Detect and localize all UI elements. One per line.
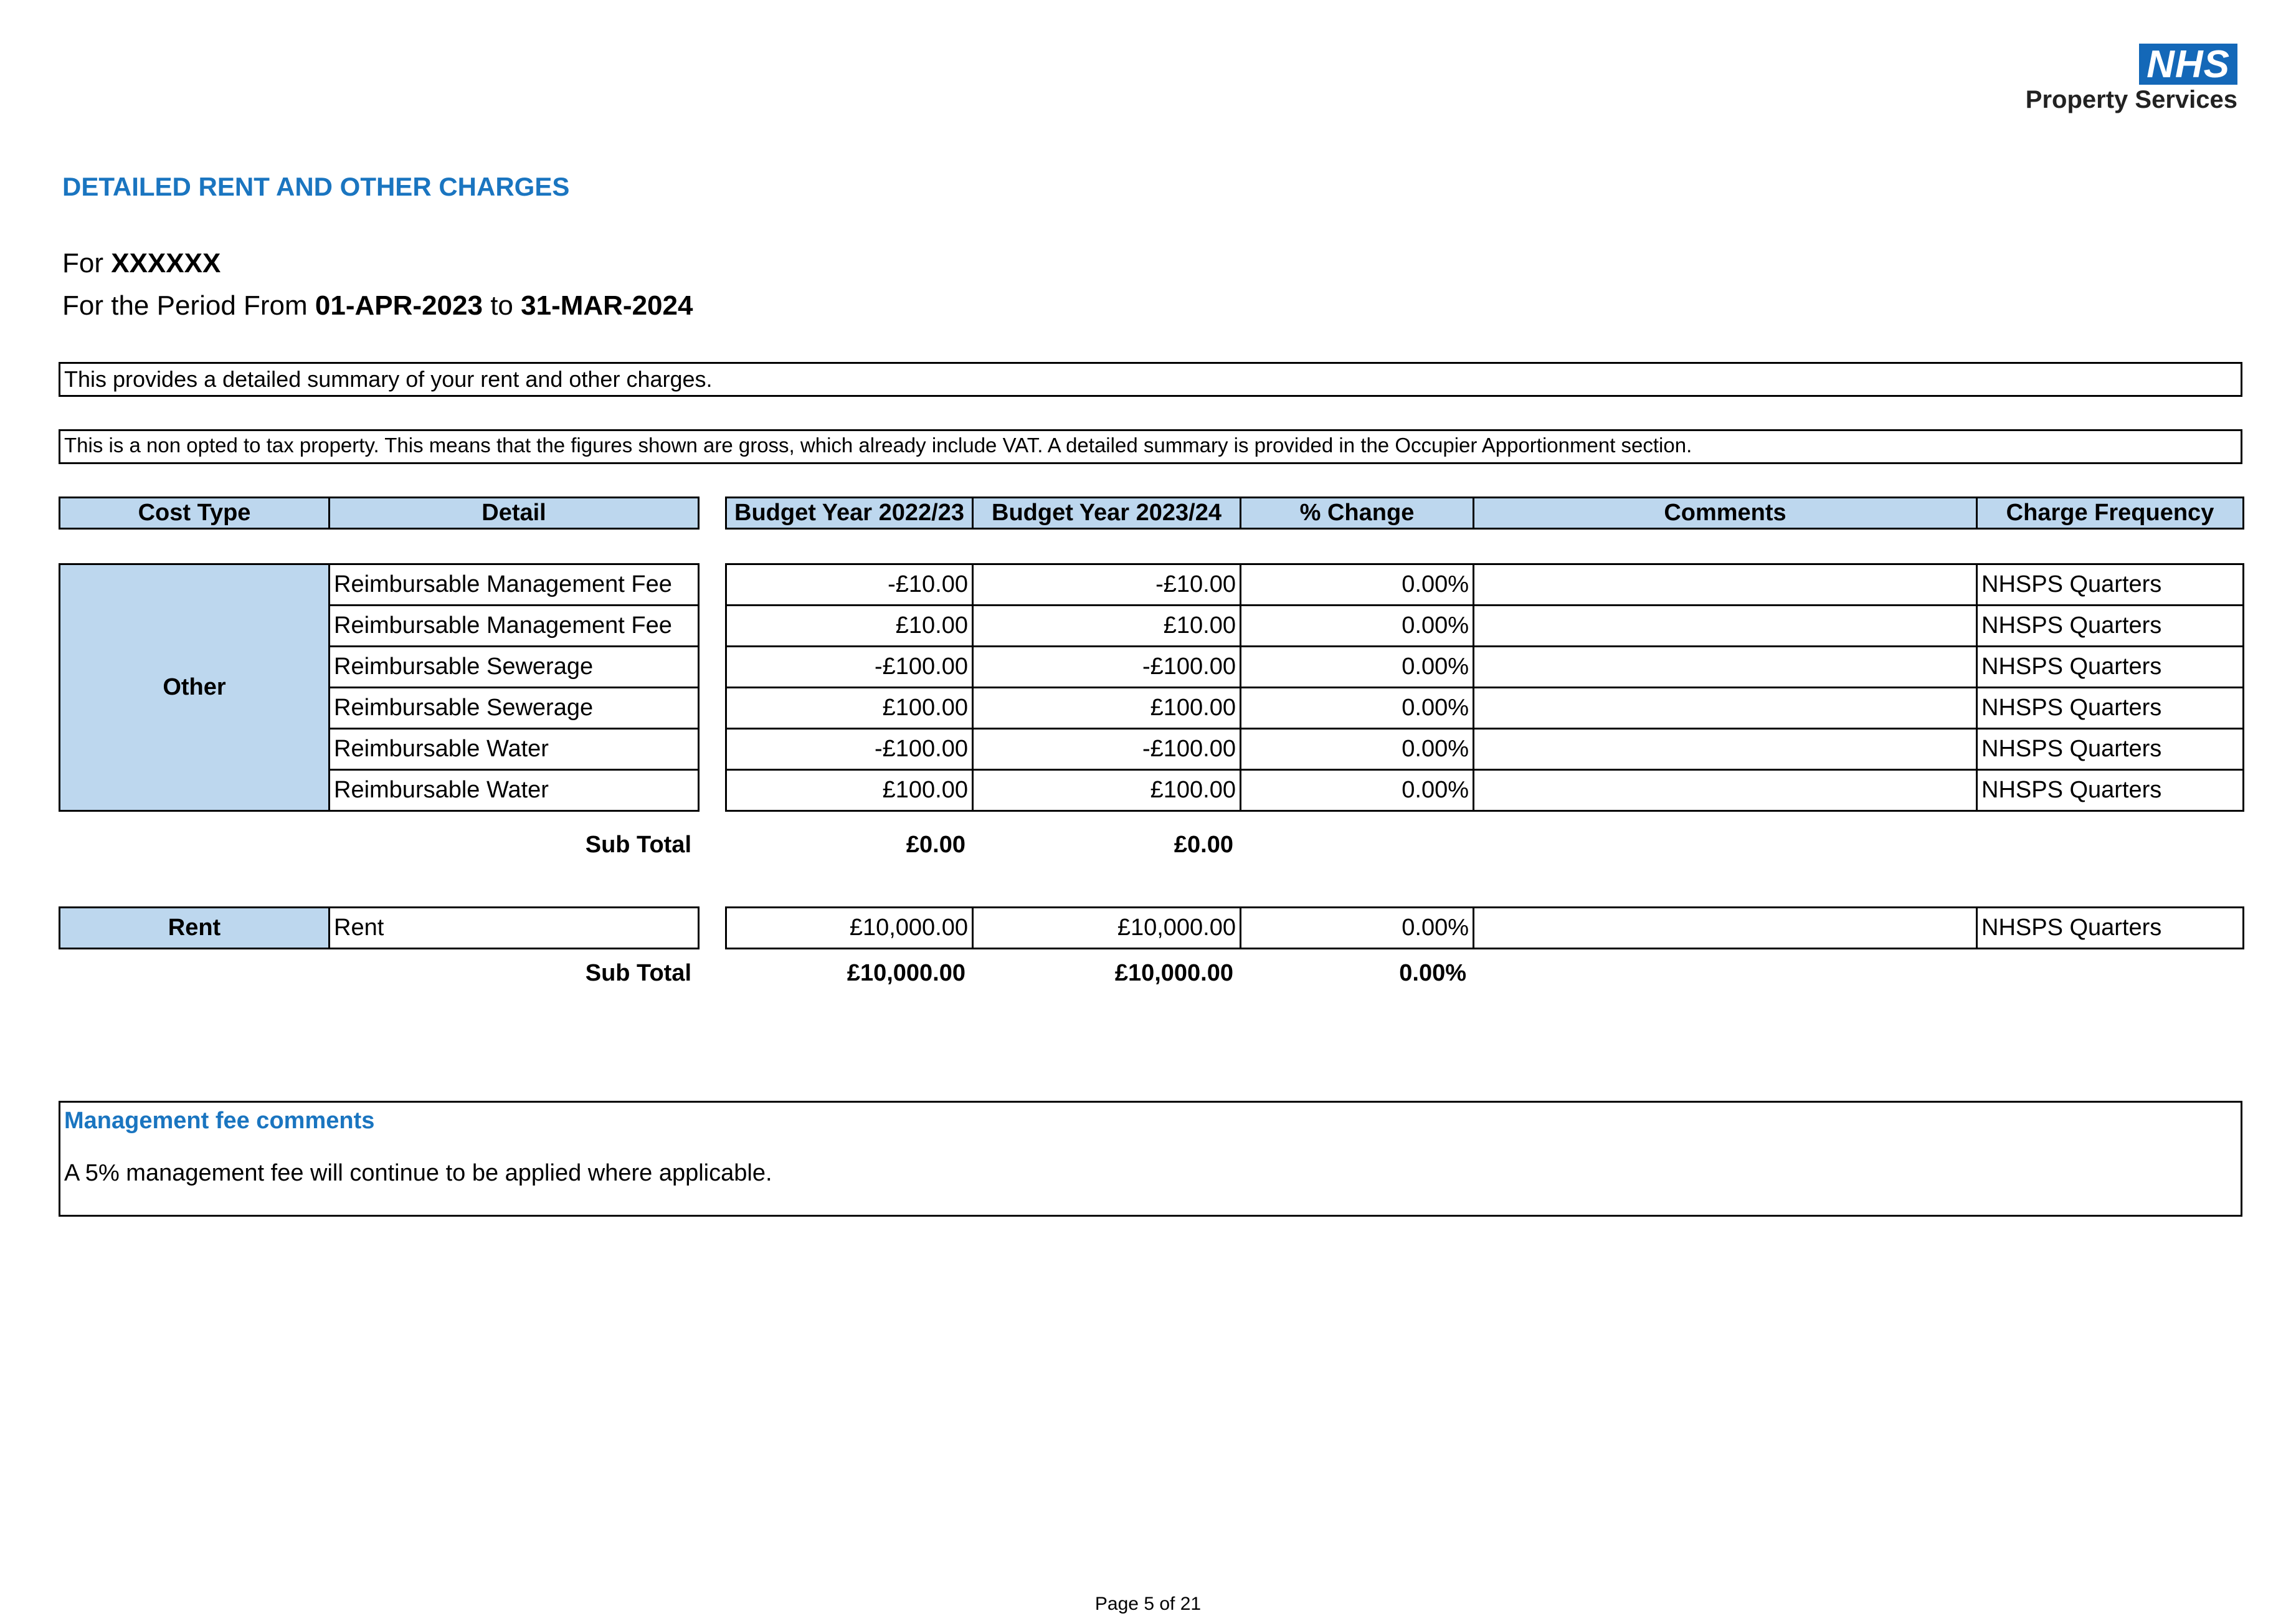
nhs-logo [2001,44,2237,114]
rent-subtotal-change: 0.00% [1399,960,1466,986]
management-fee-title: Management fee comments [64,1108,375,1134]
budget-prev-cell: -£100.00 [726,729,973,770]
budget-curr-cell: -£10.00 [973,564,1241,606]
budget-prev-cell: £10,000.00 [726,908,973,949]
budget-prev-cell: £100.00 [726,688,973,729]
budget-curr-cell: £10.00 [973,606,1241,647]
vat-notice: This is a non opted to tax property. This means that the figures shown are gross, which already include VAT. A detailed summary is provided in the Occupier Apportionment section. [59,429,2242,464]
comments-cell [1474,908,1977,949]
comments-cell [1474,647,1977,688]
frequency-cell: NHSPS Quarters [1977,647,2244,688]
management-fee-text: A 5% management fee will continue to be applied where applicable. [64,1160,772,1186]
change-cell: 0.00% [1241,647,1474,688]
budget-prev-cell: £10.00 [726,606,973,647]
frequency-cell: NHSPS Quarters [1977,729,2244,770]
comments-cell [1474,564,1977,606]
comments-cell [1474,770,1977,811]
budget-curr-cell: -£100.00 [973,647,1241,688]
management-fee-box [59,1101,2242,1217]
budget-prev-cell: £100.00 [726,770,973,811]
frequency-cell: NHSPS Quarters [1977,908,2244,949]
col-detail: Detail [330,498,699,529]
other-subtotal-label: Sub Total [585,832,691,858]
for-name: XXXXXX [111,248,221,278]
col-change: % Change [1241,498,1474,529]
frequency-cell: NHSPS Quarters [1977,688,2244,729]
table-row [726,908,2244,949]
table-row [726,770,2244,811]
table-row [60,564,699,606]
table-row [726,688,2244,729]
budget-curr-cell: £100.00 [973,770,1241,811]
table-row [726,647,2244,688]
page-number: Page 5 of 21 [1094,1594,1202,1614]
change-cell: 0.00% [1241,908,1474,949]
budget-prev-cell: -£100.00 [726,647,973,688]
cost-type-other: Other [60,564,330,811]
period-line [62,290,693,321]
other-subtotal-prev: £0.00 [906,832,965,858]
period-to-word: to [490,290,513,321]
frequency-cell: NHSPS Quarters [1977,606,2244,647]
detail-cell: Reimbursable Management Fee [330,564,699,606]
change-cell: 0.00% [1241,770,1474,811]
period-to: 31-MAR-2024 [521,290,693,321]
comments-cell [1474,729,1977,770]
rent-subtotal-label: Sub Total [585,960,691,986]
for-line [62,248,221,279]
detail-cell: Rent [330,908,699,949]
change-cell: 0.00% [1241,564,1474,606]
col-comments: Comments [1474,498,1977,529]
frequency-cell: NHSPS Quarters [1977,770,2244,811]
cost-type-rent: Rent [60,908,330,949]
change-cell: 0.00% [1241,729,1474,770]
budget-prev-cell: -£10.00 [726,564,973,606]
period-from: 01-APR-2023 [315,290,483,321]
col-budget-curr: Budget Year 2023/24 [973,498,1241,529]
table-row [726,564,2244,606]
table-row [726,606,2244,647]
detail-cell: Reimbursable Water [330,770,699,811]
for-prefix: For [62,248,103,278]
detail-cell: Reimbursable Management Fee [330,606,699,647]
rent-group-right [725,906,2244,949]
change-cell: 0.00% [1241,606,1474,647]
rent-subtotal-curr: £10,000.00 [1114,960,1233,986]
col-budget-prev: Budget Year 2022/23 [726,498,973,529]
detail-cell: Reimbursable Water [330,729,699,770]
logo-subtitle: Property Services [2025,86,2237,113]
header-left [59,497,700,530]
change-cell: 0.00% [1241,688,1474,729]
other-group-right [725,563,2244,812]
col-frequency: Charge Frequency [1977,498,2244,529]
table-row [726,729,2244,770]
header-right [725,497,2244,530]
detail-cell: Reimbursable Sewerage [330,647,699,688]
nhs-logo-badge: NHS [2139,44,2237,85]
rent-subtotal-prev: £10,000.00 [847,960,965,986]
comments-cell [1474,606,1977,647]
col-cost-type: Cost Type [60,498,330,529]
rent-group-left [59,906,700,949]
detail-cell: Reimbursable Sewerage [330,688,699,729]
summary-notice: This provides a detailed summary of your rent and other charges. [59,362,2242,397]
page-title: DETAILED RENT AND OTHER CHARGES [62,172,570,201]
other-group-left [59,563,700,812]
frequency-cell: NHSPS Quarters [1977,564,2244,606]
period-prefix: For the Period From [62,290,308,321]
budget-curr-cell: £100.00 [973,688,1241,729]
table-row [60,908,699,949]
other-subtotal-curr: £0.00 [1174,832,1233,858]
budget-curr-cell: -£100.00 [973,729,1241,770]
comments-cell [1474,688,1977,729]
budget-curr-cell: £10,000.00 [973,908,1241,949]
